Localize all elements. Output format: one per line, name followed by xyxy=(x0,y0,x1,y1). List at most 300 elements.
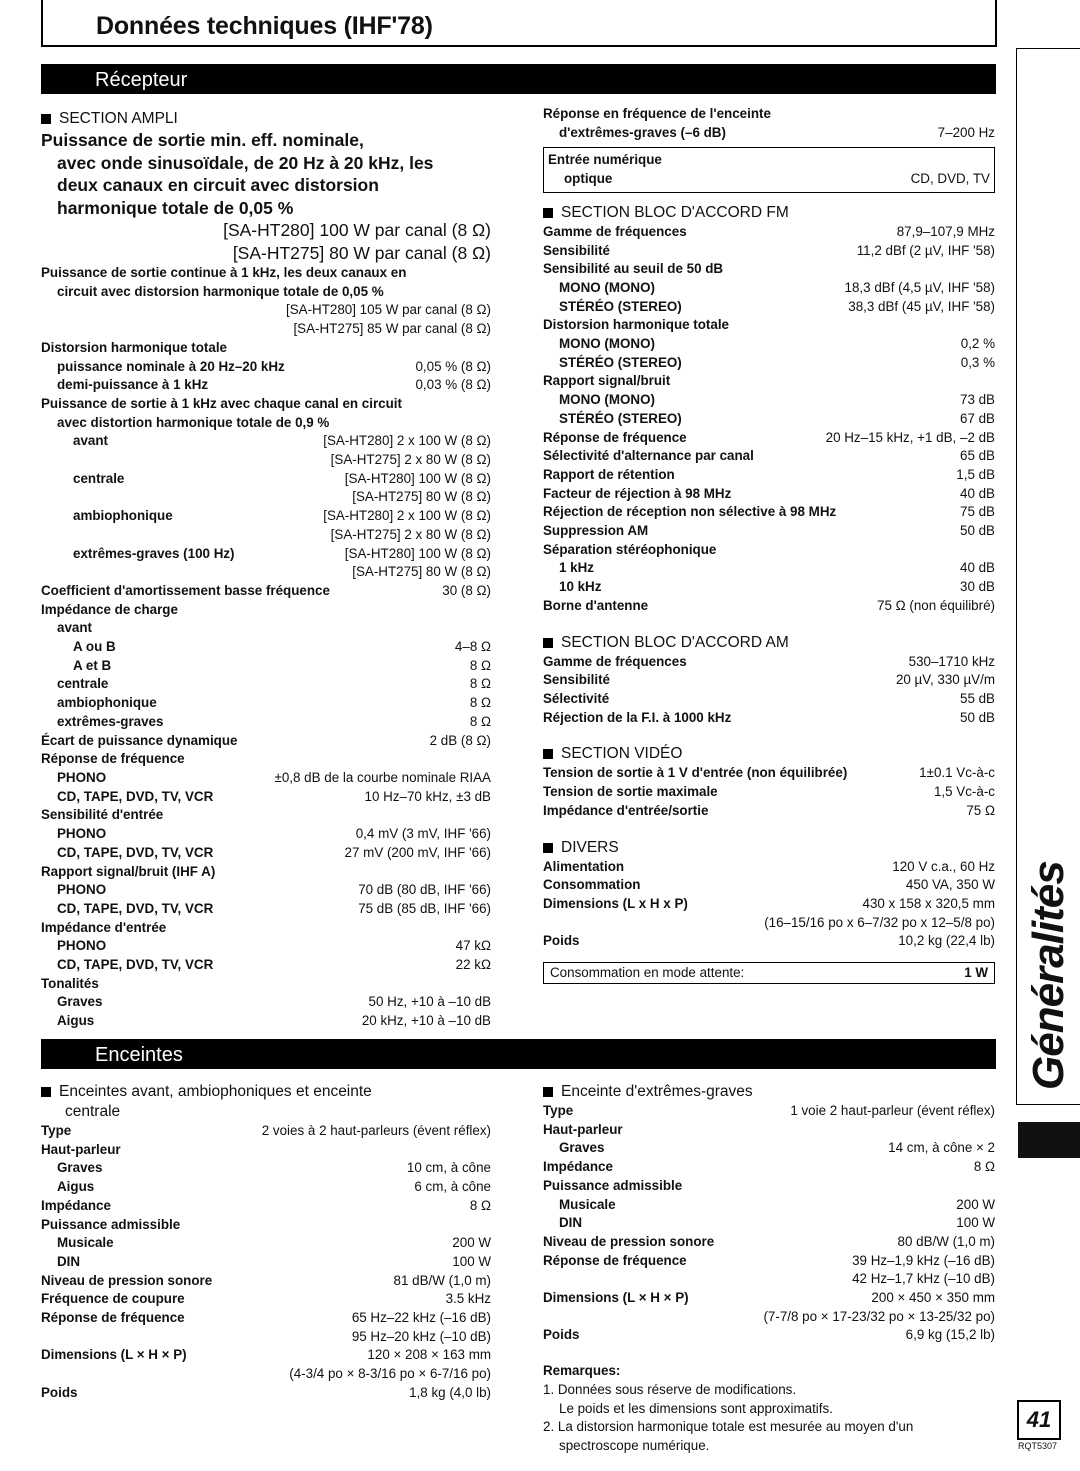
digital-input-type: optique xyxy=(564,171,613,187)
spec-value: 8 Ω xyxy=(469,676,491,692)
spec-row xyxy=(543,1139,995,1158)
remarks xyxy=(543,1362,995,1456)
spec-value: [SA-HT275] 85 W par canal (8 Ω) xyxy=(293,321,491,337)
spec-row xyxy=(543,298,995,317)
spec-row xyxy=(543,597,995,616)
spec-row xyxy=(543,447,995,466)
spec-label: avec distortion harmonique totale de 0,9 % xyxy=(57,414,330,430)
spec-row xyxy=(543,1158,995,1177)
spec-label: Haut-parleur xyxy=(41,1141,121,1157)
spec-value: 75 Ω (non équilibré) xyxy=(877,597,995,613)
spec-value: 0,03 % (8 Ω) xyxy=(415,377,491,393)
square-bullet-icon xyxy=(41,1087,51,1097)
spec-row xyxy=(41,657,491,676)
spec-value: 8 Ω xyxy=(469,657,491,673)
spec-value: [SA-HT280] 2 x 100 W (8 Ω) xyxy=(323,433,491,449)
spec-label: extrêmes-graves (100 Hz) xyxy=(73,545,235,561)
remarks-heading: Remarques: xyxy=(543,1363,621,1379)
video-heading: SECTION VIDÉO xyxy=(543,744,995,764)
spec-value: 20 µV, 330 µV/m xyxy=(895,672,995,688)
spec-value: 8 Ω xyxy=(973,1159,995,1175)
spec-label: Poids xyxy=(543,933,580,949)
spec-row xyxy=(543,105,995,124)
spec-row xyxy=(543,914,995,933)
spec-row xyxy=(41,1328,491,1347)
fm-spec-list xyxy=(543,223,995,616)
spec-row xyxy=(543,783,995,802)
spec-row xyxy=(543,466,995,485)
spec-row xyxy=(543,653,995,672)
band-enceintes xyxy=(41,1039,996,1069)
spec-row xyxy=(41,264,491,283)
spec-value: 1,5 Vc-à-c xyxy=(933,784,995,800)
digital-input-box xyxy=(543,147,995,192)
spec-label: Dimensions (L × H × P) xyxy=(41,1347,187,1363)
spec-label: Consommation xyxy=(543,877,641,893)
subwoofer-response-spec xyxy=(543,105,995,142)
power-value-ht275: [SA-HT275] 80 W par canal (8 Ω) xyxy=(232,242,491,263)
spec-value: 30 (8 Ω) xyxy=(442,582,491,598)
subwoofer-section xyxy=(543,1080,995,1456)
spec-label: Séparation stéréophonique xyxy=(543,541,717,557)
spec-row xyxy=(41,283,491,302)
spec-row xyxy=(543,858,995,877)
spec-row xyxy=(41,1253,491,1272)
spec-row xyxy=(543,1289,995,1308)
spec-label: 1 kHz xyxy=(559,560,594,576)
spec-label: DIN xyxy=(57,1253,81,1269)
spec-label: Graves xyxy=(57,994,103,1010)
spec-label: CD, TAPE, DVD, TV, VCR xyxy=(57,900,214,916)
spec-value: [SA-HT280] 105 W par canal (8 Ω) xyxy=(286,302,491,318)
spec-label: Musicale xyxy=(57,1235,114,1251)
spec-value: 450 VA, 350 W xyxy=(905,877,995,893)
video-spec-list xyxy=(543,764,995,820)
spec-value: 27 mV (200 mV, IHF '66) xyxy=(344,844,491,860)
spec-row xyxy=(543,1102,995,1121)
spec-row xyxy=(41,376,491,395)
spec-value: 430 x 158 x 320,5 mm xyxy=(862,895,995,911)
spec-value: 8 Ω xyxy=(469,713,491,729)
square-bullet-icon xyxy=(41,114,51,124)
band-recepteur-label: Récepteur xyxy=(95,69,188,91)
spec-label: A et B xyxy=(73,657,112,673)
spec-label: STÉRÉO (STEREO) xyxy=(559,410,682,426)
spec-row xyxy=(41,788,491,807)
spec-row xyxy=(41,470,491,489)
spec-row xyxy=(41,358,491,377)
spec-value: 81 dB/W (1,0 m) xyxy=(393,1272,491,1288)
spec-row xyxy=(41,451,491,470)
spec-row xyxy=(543,1270,995,1289)
spec-value: 20 kHz, +10 à –10 dB xyxy=(361,1013,491,1029)
spec-value: 100 W xyxy=(452,1253,491,1269)
spec-label: Rapport signal/bruit (IHF A) xyxy=(41,863,216,879)
band-enceintes-label: Enceintes xyxy=(95,1044,183,1066)
spec-value: 2 voies à 2 haut-parleurs (évent réflex) xyxy=(261,1123,491,1138)
spec-label: Réponse de fréquence xyxy=(543,429,687,445)
spec-row xyxy=(543,260,995,279)
spec-row xyxy=(543,1308,995,1327)
spec-value: 42 Hz–1,7 kHz (–10 dB) xyxy=(852,1271,995,1287)
spec-label: STÉRÉO (STEREO) xyxy=(559,354,682,370)
spec-value: 87,9–107,9 MHz xyxy=(896,223,995,239)
spec-value: [SA-HT275] 80 W (8 Ω) xyxy=(352,564,491,580)
spec-value: 10,2 kg (22,4 lb) xyxy=(898,933,995,949)
spec-row xyxy=(41,675,491,694)
spec-value: [SA-HT275] 80 W (8 Ω) xyxy=(352,489,491,505)
side-index-block xyxy=(1018,1122,1080,1158)
spec-value: 0,05 % (8 Ω) xyxy=(415,358,491,374)
spec-label: Écart de puissance dynamique xyxy=(41,732,238,748)
spec-row xyxy=(543,578,995,597)
spec-label: Dimensions (L × H × P) xyxy=(543,1290,689,1306)
am-heading: SECTION BLOC D'ACCORD AM xyxy=(543,633,995,653)
side-top-rule xyxy=(1016,48,1080,49)
spec-value: 0,3 % xyxy=(960,354,995,370)
spec-label: Dimensions (L x H x P) xyxy=(543,895,688,911)
spec-label: Réjection de réception non sélective à 98 MHz xyxy=(543,504,837,520)
spec-label: Distorsion harmonique totale xyxy=(41,339,227,355)
spec-label: ambiophonique xyxy=(57,695,157,711)
spec-value: 10 cm, à cône xyxy=(406,1160,491,1176)
spec-label: DIN xyxy=(559,1215,583,1231)
spec-label: PHONO xyxy=(57,882,107,898)
receiver-right-column xyxy=(543,105,995,984)
spec-value: 67 dB xyxy=(960,410,995,426)
spec-value: 65 dB xyxy=(960,448,995,464)
spec-value: 80 dB/W (1,0 m) xyxy=(897,1233,995,1249)
spec-row xyxy=(41,301,491,320)
spec-row xyxy=(543,1177,995,1196)
spec-value: [SA-HT280] 100 W (8 Ω) xyxy=(344,470,491,486)
spec-value: 1,8 kg (4,0 lb) xyxy=(409,1384,491,1400)
spec-row xyxy=(41,339,491,358)
power-text-1: Puissance de sortie min. eff. nominale, xyxy=(41,130,364,150)
spec-value: 200 W xyxy=(956,1196,995,1212)
spec-label: d'extrêmes-graves (–6 dB) xyxy=(559,124,726,140)
square-bullet-icon xyxy=(543,749,553,759)
spec-row xyxy=(41,1141,491,1160)
spec-label: Réjection de la F.I. à 1000 kHz xyxy=(543,709,732,725)
spec-row xyxy=(41,545,491,564)
spec-value: [SA-HT275] 2 x 80 W (8 Ω) xyxy=(330,526,491,542)
spec-label: Sensibilité d'entrée xyxy=(41,807,164,823)
spec-row xyxy=(41,320,491,339)
spec-row xyxy=(543,372,995,391)
spec-row xyxy=(543,354,995,373)
spec-row xyxy=(41,975,491,994)
spec-label: Suppression AM xyxy=(543,523,649,539)
spec-row xyxy=(41,1272,491,1291)
spec-row xyxy=(543,503,995,522)
spec-row xyxy=(41,694,491,713)
title-frame xyxy=(41,0,997,47)
spec-value: 6 cm, à cône xyxy=(414,1179,491,1195)
front-speakers-spec-list xyxy=(41,1122,491,1403)
page-number: 41 xyxy=(1017,1400,1061,1440)
spec-label: Rapport de rétention xyxy=(543,466,675,482)
spec-row xyxy=(41,1365,491,1384)
spec-value: [SA-HT275] 2 x 80 W (8 Ω) xyxy=(330,452,491,468)
spec-row xyxy=(41,1346,491,1365)
spec-row xyxy=(41,844,491,863)
spec-row xyxy=(41,732,491,751)
remark-line: Le poids et les dimensions sont approximatifs. xyxy=(559,1400,833,1416)
ampli-heading: SECTION AMPLI xyxy=(41,109,491,129)
spec-value: 0,4 mV (3 mV, IHF '66) xyxy=(355,826,491,842)
spec-row xyxy=(543,410,995,429)
spec-label: Graves xyxy=(559,1140,605,1156)
spec-row xyxy=(543,429,995,448)
spec-label: avant xyxy=(57,620,92,636)
spec-value: 75 Ω xyxy=(966,802,995,818)
spec-label: STÉRÉO (STEREO) xyxy=(559,298,682,314)
spec-row xyxy=(41,937,491,956)
spec-row xyxy=(41,919,491,938)
spec-row xyxy=(543,932,995,951)
digital-input-label: Entrée numérique xyxy=(548,152,662,168)
spec-row xyxy=(41,750,491,769)
spec-row xyxy=(41,619,491,638)
spec-value: 100 W xyxy=(956,1215,995,1231)
spec-label: Borne d'antenne xyxy=(543,597,649,613)
spec-label: Puissance de sortie à 1 kHz avec chaque canal en circuit xyxy=(41,395,402,411)
side-bottom-rule xyxy=(1016,1104,1080,1105)
spec-label: CD, TAPE, DVD, TV, VCR xyxy=(57,957,214,973)
spec-row xyxy=(41,806,491,825)
spec-label: Réponse de fréquence xyxy=(543,1252,687,1268)
spec-row xyxy=(41,1216,491,1235)
spec-label: Réponse en fréquence de l'enceinte xyxy=(543,106,771,121)
front-speakers-heading-2: centrale xyxy=(65,1103,121,1120)
spec-row xyxy=(543,242,995,261)
spec-label: Rapport signal/bruit xyxy=(543,373,671,389)
spec-row xyxy=(41,769,491,788)
spec-row xyxy=(41,863,491,882)
spec-label: extrêmes-graves xyxy=(57,713,164,729)
standby-box xyxy=(543,962,995,984)
remark-line: 2. La distorsion harmonique totale est mesurée au moyen d'un xyxy=(543,1419,914,1435)
page-title: Données techniques (IHF'78) xyxy=(96,12,433,40)
spec-row xyxy=(543,316,995,335)
spec-row xyxy=(41,432,491,451)
spec-row xyxy=(543,391,995,410)
ampli-spec-list xyxy=(41,264,491,1031)
square-bullet-icon xyxy=(543,638,553,648)
spec-label: centrale xyxy=(73,470,125,486)
spec-row xyxy=(543,876,995,895)
spec-value: ±0,8 dB de la courbe nominale RIAA xyxy=(274,769,491,785)
spec-label: Tension de sortie maximale xyxy=(543,784,718,800)
spec-value: 7–200 Hz xyxy=(937,124,995,140)
spec-label: centrale xyxy=(57,676,109,692)
spec-row xyxy=(41,713,491,732)
standby-value: 1 W xyxy=(964,965,988,981)
spec-row xyxy=(41,563,491,582)
spec-label: Niveau de pression sonore xyxy=(41,1272,213,1288)
spec-value: 4–8 Ω xyxy=(454,639,491,655)
am-spec-list xyxy=(543,653,995,728)
spec-value: 40 dB xyxy=(960,485,995,501)
spec-label: Coefficient d'amortissement basse fréquence xyxy=(41,582,330,598)
spec-label: PHONO xyxy=(57,769,107,785)
spec-label: Fréquence de coupure xyxy=(41,1291,185,1307)
standby-label: Consommation en mode attente: xyxy=(550,965,745,981)
spec-row xyxy=(41,956,491,975)
spec-label: Alimentation xyxy=(543,858,625,874)
spec-label: Puissance admissible xyxy=(543,1177,683,1193)
spec-label: MONO (MONO) xyxy=(559,336,655,352)
spec-row xyxy=(41,825,491,844)
spec-value: 120 × 208 × 163 mm xyxy=(367,1347,491,1363)
spec-label: Impédance d'entrée/sortie xyxy=(543,802,709,818)
spec-row xyxy=(543,764,995,783)
spec-label: PHONO xyxy=(57,826,107,842)
spec-row xyxy=(41,414,491,433)
spec-row xyxy=(41,900,491,919)
spec-value: 1±0.1 Vc-à-c xyxy=(919,765,995,781)
spec-label: Aigus xyxy=(57,1179,95,1195)
spec-value: 8 Ω xyxy=(469,695,491,711)
spec-value: 50 dB xyxy=(960,523,995,539)
spec-label: Poids xyxy=(543,1327,580,1343)
square-bullet-icon xyxy=(543,1087,553,1097)
spec-row xyxy=(543,223,995,242)
spec-row xyxy=(543,1196,995,1215)
spec-row xyxy=(41,638,491,657)
spec-value: 65 Hz–22 kHz (–16 dB) xyxy=(351,1310,491,1326)
power-text-2: avec onde sinusoïdale, de 20 Hz à 20 kHz, les xyxy=(57,152,434,173)
spec-label: Sélectivité xyxy=(543,690,610,706)
spec-label: Distorsion harmonique totale xyxy=(543,317,729,333)
spec-value: 38,3 dBf (45 µV, IHF '58) xyxy=(848,298,995,314)
spec-row xyxy=(543,690,995,709)
spec-label: MONO (MONO) xyxy=(559,279,655,295)
spec-label: Type xyxy=(41,1123,72,1138)
spec-value: 200 × 450 × 350 mm xyxy=(871,1290,995,1306)
spec-row xyxy=(543,1121,995,1140)
spec-value: 47 kΩ xyxy=(455,938,491,954)
remark-line: 1. Données sous réserve de modifications. xyxy=(543,1381,797,1397)
spec-value: 75 dB xyxy=(960,504,995,520)
side-section-label: Généralités xyxy=(1024,861,1073,1090)
spec-label: Réponse de fréquence xyxy=(41,1310,185,1326)
spec-value: 14 cm, à cône × 2 xyxy=(888,1140,995,1156)
spec-value: 20 Hz–15 kHz, +1 dB, –2 dB xyxy=(825,429,995,445)
spec-row xyxy=(41,1122,491,1141)
spec-value: 40 dB xyxy=(960,560,995,576)
spec-value: 200 W xyxy=(452,1235,491,1251)
spec-row xyxy=(543,485,995,504)
spec-label: MONO (MONO) xyxy=(559,392,655,408)
spec-row xyxy=(543,279,995,298)
spec-label: Niveau de pression sonore xyxy=(543,1233,715,1249)
spec-value: 55 dB xyxy=(960,690,995,706)
spec-value: 18,3 dBf (4,5 µV, IHF '58) xyxy=(844,279,995,295)
spec-value: 10 Hz–70 kHz, ±3 dB xyxy=(364,788,491,804)
spec-label: Puissance de sortie continue à 1 kHz, les deux canaux en xyxy=(41,265,407,280)
spec-value: 75 dB (85 dB, IHF '66) xyxy=(358,900,491,916)
spec-value: (4-3/4 po × 8-3/16 po × 6-7/16 po) xyxy=(289,1366,491,1382)
spec-row xyxy=(543,124,995,143)
fm-heading: SECTION BLOC D'ACCORD FM xyxy=(543,203,995,223)
document-code: RQT5307 xyxy=(1018,1441,1058,1451)
spec-row xyxy=(543,1214,995,1233)
spec-value: 1 voie 2 haut-parleur (évent réflex) xyxy=(790,1103,995,1118)
spec-label: Impédance xyxy=(543,1159,613,1175)
spec-row xyxy=(543,522,995,541)
spec-label: Sensibilité xyxy=(543,672,610,688)
spec-label: CD, TAPE, DVD, TV, VCR xyxy=(57,844,214,860)
spec-label: Sensibilité xyxy=(543,242,610,258)
spec-row xyxy=(41,881,491,900)
power-text-4: harmonique totale de 0,05 % xyxy=(57,197,294,218)
spec-value: 50 dB xyxy=(960,709,995,725)
spec-row xyxy=(543,541,995,560)
spec-label: circuit avec distorsion harmonique totale de 0,05 % xyxy=(57,283,384,299)
spec-value: 22 kΩ xyxy=(455,957,491,973)
spec-label: A ou B xyxy=(73,639,116,655)
spec-label: ambiophonique xyxy=(73,508,173,524)
spec-label: Facteur de réjection à 98 MHz xyxy=(543,485,732,501)
power-text-3: deux canaux en circuit avec distorsion xyxy=(57,175,379,195)
spec-row xyxy=(543,1326,995,1345)
spec-label: puissance nominale à 20 Hz–20 kHz xyxy=(57,358,285,374)
spec-row xyxy=(543,559,995,578)
spec-row xyxy=(543,895,995,914)
spec-value: 95 Hz–20 kHz (–10 dB) xyxy=(351,1328,491,1344)
spec-label: Tension de sortie à 1 V d'entrée (non équilibrée) xyxy=(543,765,848,781)
spec-row xyxy=(543,802,995,821)
spec-row xyxy=(543,671,995,690)
spec-row xyxy=(41,582,491,601)
spec-row xyxy=(543,1252,995,1271)
spec-row xyxy=(41,526,491,545)
spec-value: 50 Hz, +10 à –10 dB xyxy=(368,994,491,1010)
spec-label: 10 kHz xyxy=(559,579,602,595)
remark-line: spectroscope numérique. xyxy=(559,1437,710,1453)
spec-label: Poids xyxy=(41,1384,78,1400)
power-value-ht280: [SA-HT280] 100 W par canal (8 Ω) xyxy=(223,220,491,240)
divers-heading: DIVERS xyxy=(543,838,995,858)
spec-label: Puissance admissible xyxy=(41,1216,181,1232)
square-bullet-icon xyxy=(543,843,553,853)
ampli-section xyxy=(41,107,491,1031)
digital-input-value: CD, DVD, TV xyxy=(910,171,990,187)
spec-label: Impédance xyxy=(41,1197,111,1213)
spec-value: 1,5 dB xyxy=(956,466,995,482)
spec-label: Impédance d'entrée xyxy=(41,919,167,935)
spec-label: Impédance de charge xyxy=(41,601,178,617)
spec-label: Type xyxy=(543,1103,574,1118)
spec-value: 6,9 kg (15,2 lb) xyxy=(905,1327,995,1343)
spec-row xyxy=(41,993,491,1012)
spec-row xyxy=(41,1012,491,1031)
spec-value: (7-7/8 po × 17-23/32 po × 13-25/32 po) xyxy=(763,1308,995,1324)
spec-row xyxy=(41,1309,491,1328)
spec-row xyxy=(41,1384,491,1403)
spec-value: 30 dB xyxy=(960,579,995,595)
band-recepteur xyxy=(41,64,996,94)
digital-input-row xyxy=(548,170,990,189)
spec-row xyxy=(41,1290,491,1309)
front-speakers-heading: Enceintes avant, ambiophoniques et enceinte xyxy=(41,1082,491,1102)
spec-label: Gamme de fréquences xyxy=(543,653,687,669)
spec-row xyxy=(543,1233,995,1252)
spec-value: [SA-HT280] 2 x 100 W (8 Ω) xyxy=(323,508,491,524)
spec-row xyxy=(543,335,995,354)
